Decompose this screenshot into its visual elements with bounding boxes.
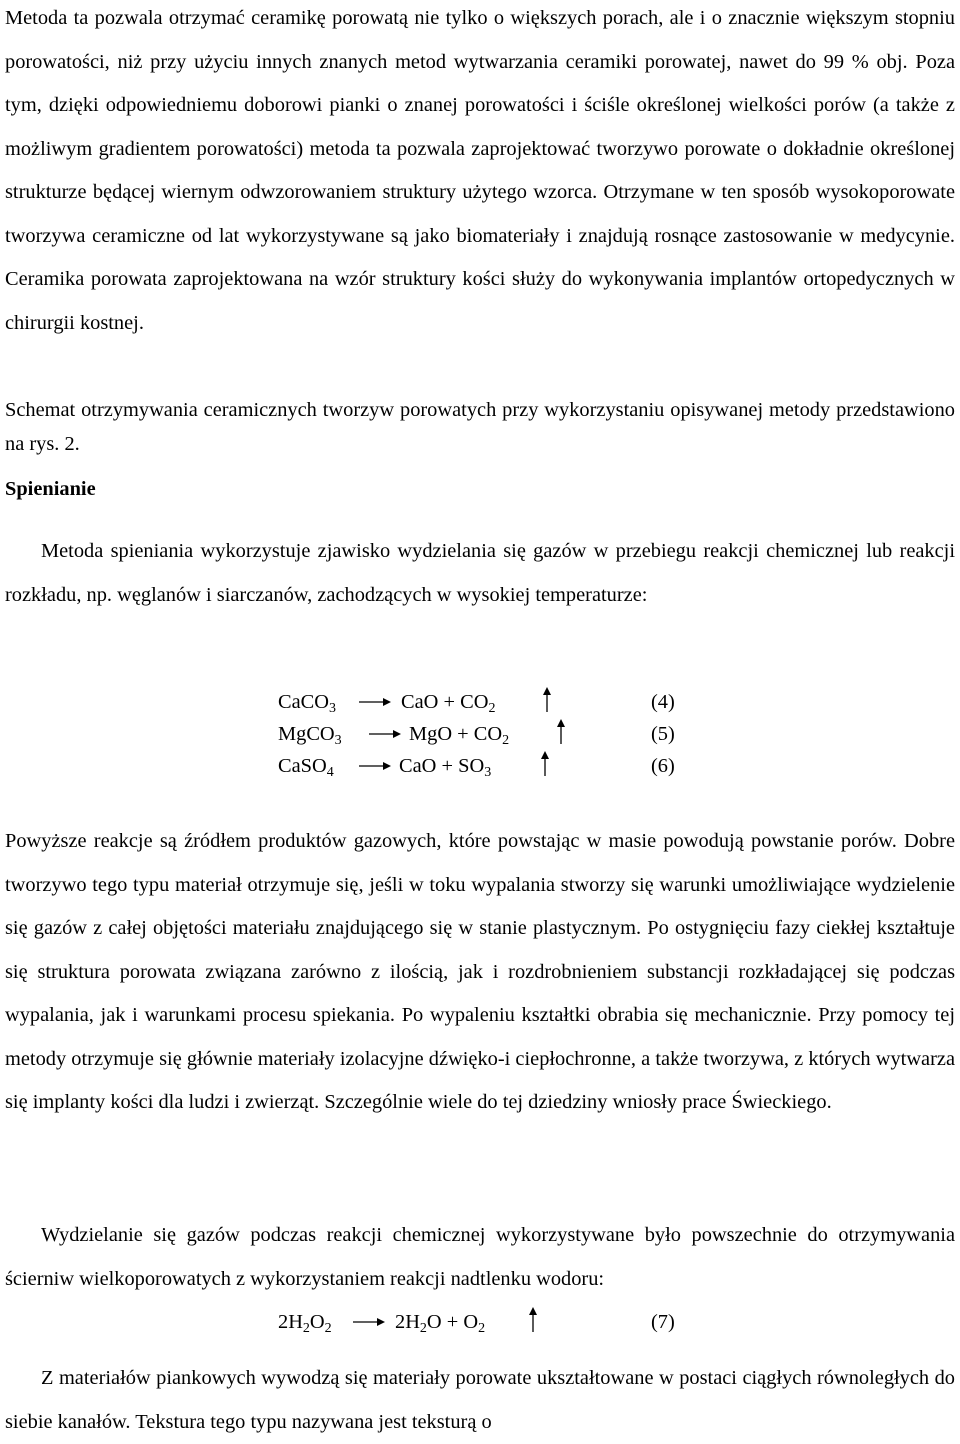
reactant: MgCO$_3$ [278, 723, 342, 748]
products: CaO + $CO_2$ [401, 691, 496, 716]
paragraph-porous-ceramics: Metoda ta pozwala otrzymać ceramikę porowatą nie tylko o większych porach, ale i o znacznie większym stopniu porowatości, niż przy użyciu innych znanych metod wytwarzania ceramiki porowatej, nawet do 99 % obj. Poza tym, dzięki odpowiedniemu doborowi pianki o znanej porowatości i ściśle określonej wielkości porów (a także z możliwym gradientem porowatości) metoda ta pozwala zaprojektować tworzywo porowate o dokładnie określonej strukturze będącej wiernym odwzorowaniem struktury użytego wzorca. Otrzymane w ten sposób wysokoporowate tworzywa ceramiczne od lat wykorzystywane są jako biomateriały i znajdują rosnące zastosowanie w medycynie. Ceramika porowata zaprojektowana na wzór struktury kości służy do wykonywania implantów ortopedycznych w chirurgii kostnej. [5, 7, 955, 334]
equation-number: (5) [651, 723, 675, 745]
reaction-arrow-icon [368, 727, 402, 741]
paragraph-hydrogen-peroxide: Wydzielanie się gazów podczas reakcji chemicznej wykorzystywane było powszechnie do otrzymywania ścierniw wielkoporowatych z wykorzystaniem reakcji nadtlenku wodoru: [5, 1224, 955, 1290]
products: CaO + $SO_3$ [399, 755, 492, 780]
products: $2H_2O + O_2$ [395, 1311, 486, 1336]
equation-number: (4) [651, 691, 675, 713]
reaction-arrow-icon [358, 695, 392, 709]
gas-evolution-arrow-icon [540, 686, 554, 714]
paragraph-scheme-reference: Schemat otrzymywania ceramicznych tworzyw porowatych przy wykorzystaniu opisywanej metody przedstawiono na rys. 2. [5, 399, 955, 455]
reactant: $2H_2O_2$ [278, 1311, 332, 1336]
equation-number: (7) [651, 1311, 675, 1333]
gas-evolution-arrow-icon [554, 718, 568, 746]
reaction-arrow-icon [358, 759, 392, 773]
reaction-arrow-icon [352, 1315, 386, 1329]
paragraph-foaming-method: Metoda spieniania wykorzystuje zjawisko wydzielania się gazów w przebiegu reakcji chemicznej lub reakcji rozkładu, np. węglanów i siarczanów, zachodzących w wysokiej temperaturze: [5, 540, 955, 606]
paragraph-gas-products: Powyższe reakcje są źródłem produktów gazowych, które powstając w masie powodują powstanie porów. Dobre tworzywo tego typu materiał otrzymuje się, jeśli w toku wypalania stworzy się warunki umożliwiające wydzielenie się gazów z całej objętości materiału znajdującego się w stanie plastycznym. Po ostygnięciu fazy ciekłej kształtuje się struktura porowata związana zarówno z ilością, jak i rozdrobnieniem substancji rozkładającej się podczas wypalania, jak i warunkami procesu spiekania. Po wypaleniu kształtki obrabia się mechanicznie. Przy pomocy tej metody otrzymuje się głównie materiały izolacyjne dźwięko-i ciepłochronne, a także tworzywa, z których wytwarza się implanty kości dla ludzi i zwierząt. Szczególnie wiele do tej dziedziny wniosły prace Świeckiego. [5, 830, 955, 1113]
paragraph-foam-materials: Z materiałów piankowych wywodzą się materiały porowate ukształtowane w postaci ciągłych równoległych do siebie kanałów. Tekstura tego typu nazywana jest teksturą o [5, 1367, 955, 1433]
reactant: CaCO$_3$ [278, 691, 336, 716]
gas-evolution-arrow-icon [526, 1306, 540, 1334]
products: MgO + $CO_2$ [409, 723, 510, 748]
equation-number: (6) [651, 755, 675, 777]
gas-evolution-arrow-icon [538, 750, 552, 778]
reactant: CaSO$_4$ [278, 755, 334, 780]
section-heading: Spienianie [5, 478, 96, 500]
